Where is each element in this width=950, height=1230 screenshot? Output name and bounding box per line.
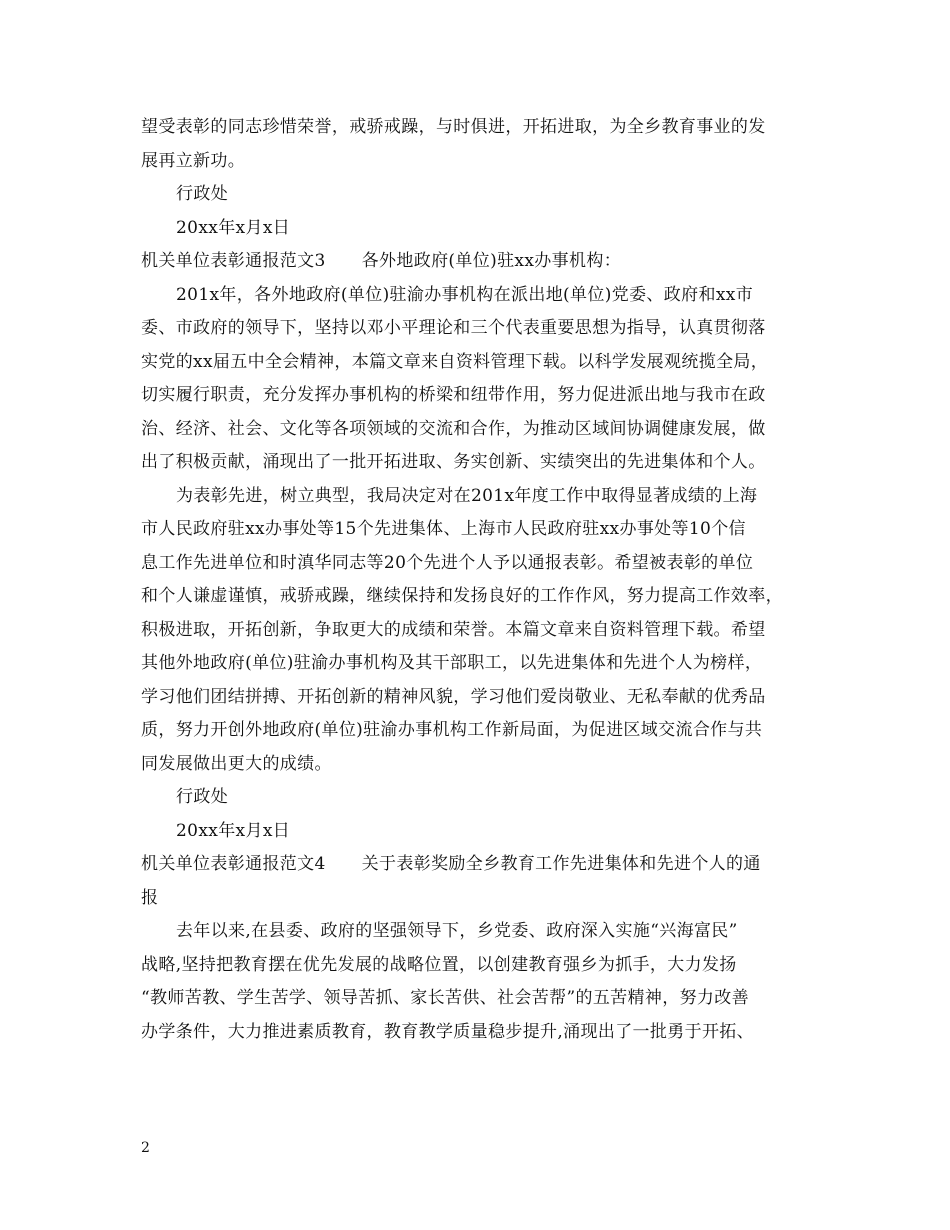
signature-office: 行政处 <box>176 787 229 807</box>
text-line: 切实履行职责，充分发挥办事机构的桥梁和纽带作用，努力促进派出地与我市在政 <box>141 385 766 405</box>
text-line: 实党的xx届五中全会精神，本篇文章来自资料管理下载。以科学发展观统揽全局， <box>141 351 769 372</box>
text-line: 质，努力开创外地政府(单位)驻渝办事机构工作新局面，为促进区域交流合作与共 <box>141 720 763 740</box>
text-line: 积极进取，开拓创新，争取更大的成绩和荣誉。本篇文章来自资料管理下载。希望 <box>141 619 766 640</box>
section-heading-4 <box>141 848 821 882</box>
signature-office: 行政处 <box>176 184 229 204</box>
section-title: 机关单位表彰通报范文3 <box>141 251 326 271</box>
section-subject: 关于表彰奖励全乡教育工作先进集体和先进个人的通 <box>361 854 761 874</box>
section-title: 机关单位表彰通报范文4 <box>141 854 326 874</box>
signature-date: 20xx年x月x日 <box>176 217 291 238</box>
text-line: 其他外地政府(单位)驻渝办事机构及其干部职工，以先进集体和先进个人为榜样， <box>141 653 763 673</box>
document-body <box>141 111 821 1049</box>
text-line: 同发展做出更大的成绩。 <box>141 753 332 774</box>
text-line: 201x年，各外地政府(单位)驻渝办事机构在派出地(单位)党委、政府和xx市 <box>176 284 754 305</box>
text-line: 办学条件，大力推进素质教育，教育教学质量稳步提升,涌现出了一批勇于开拓、 <box>141 1021 755 1042</box>
section-heading-3 <box>141 245 821 279</box>
text-line: 出了积极贡献，涌现出了一批开拓进取、务实创新、实绩突出的先进集体和个人。 <box>141 452 766 472</box>
text-line: 展再立新功。 <box>141 150 246 171</box>
text-line: 和个人谦虚谨慎，戒骄戒躁，继续保持和发扬良好的工作作风，努力提高工作效率， <box>141 586 783 606</box>
text-line: 报 <box>141 887 159 908</box>
text-line: 息工作先进单位和时滇华同志等20个先进个人予以通报表彰。希望被表彰的单位 <box>141 552 754 573</box>
page-number: 2 <box>141 1140 150 1156</box>
text-line: 学习他们团结拼搏、开拓创新的精神风貌，学习他们爱岗敬业、无私奉献的优秀品 <box>141 686 766 707</box>
text-line: 去年以来,在县委、政府的坚强领导下，乡党委、政府深入实施“兴海富民” <box>176 921 738 941</box>
text-line: 治、经济、社会、文化等各项领域的交流和合作，为推动区域间协调健康发展，做 <box>141 418 766 439</box>
signature-date: 20xx年x月x日 <box>176 820 291 841</box>
text-line: “教师苦教、学生苦学、领导苦抓、家长苦供、社会苦帮”的五苦精神，努力改善 <box>141 988 749 1008</box>
text-line: 委、市政府的领导下，坚持以邓小平理论和三个代表重要思想为指导，认真贯彻落 <box>141 318 766 338</box>
text-line: 战略,坚持把教育摆在优先发展的战略位置，以创建教育强乡为抓手，大力发扬 <box>141 954 737 975</box>
text-line: 市人民政府驻xx办事处等15个先进集体、上海市人民政府驻xx办事处等10个信 <box>141 519 746 539</box>
text-line: 为表彰先进，树立典型，我局决定对在201x年度工作中取得显著成绩的上海 <box>176 485 758 506</box>
section-addressee: 各外地政府(单位)驻xx办事机构： <box>361 251 622 271</box>
text-line: 望受表彰的同志珍惜荣誉，戒骄戒躁，与时俱进，开拓进取，为全乡教育事业的发 <box>141 117 766 137</box>
